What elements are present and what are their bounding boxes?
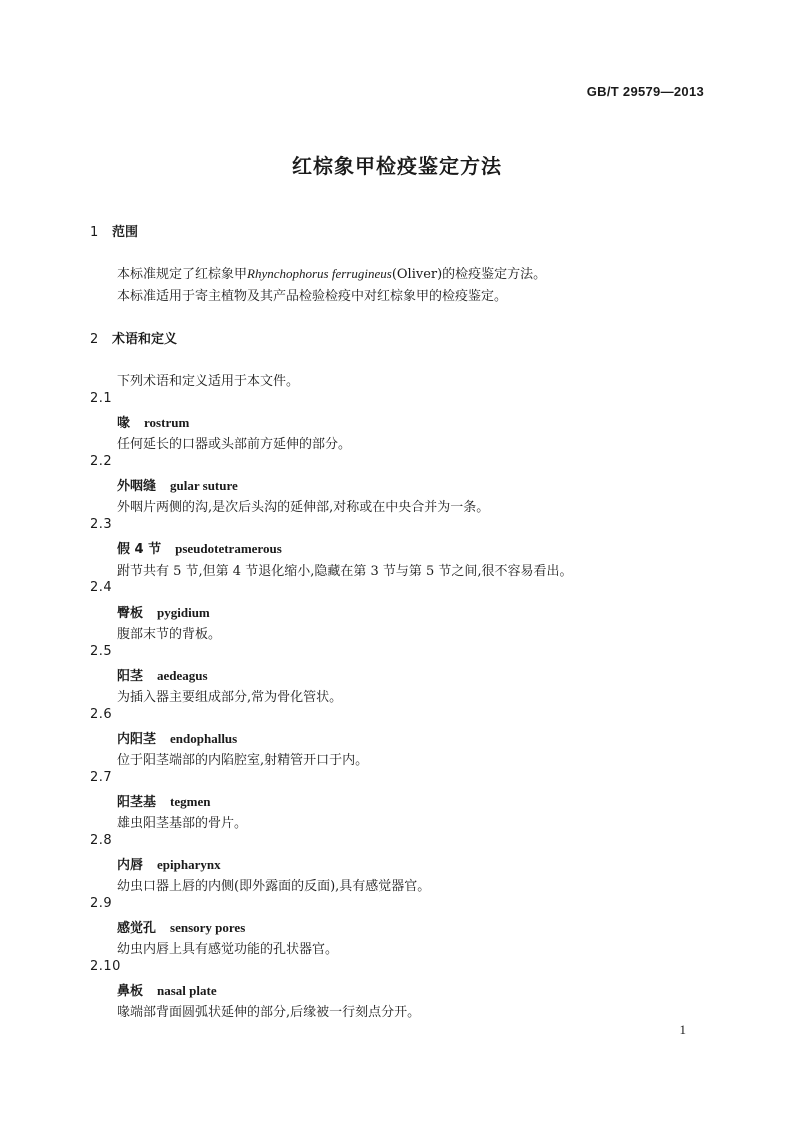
term-definition: 任何延长的口器或头部前方延伸的部分。 — [117, 437, 352, 452]
term-zh: 喙 — [117, 416, 131, 431]
term-en: tegmen — [170, 794, 211, 809]
term-en: sensory pores — [170, 920, 246, 935]
term-en: pseudotetramerous — [175, 541, 282, 556]
term-heading — [117, 538, 282, 557]
term-heading — [117, 665, 208, 684]
term-heading — [117, 475, 238, 494]
term-definition: 位于阳茎端部的内陷腔室,射精管开口于内。 — [117, 753, 369, 768]
term-zh: 外咽缝 — [117, 479, 157, 494]
standard-code: GB/T 29579—2013 — [586, 84, 704, 99]
term-number: 2.9 — [90, 896, 113, 911]
term-en: nasal plate — [157, 983, 217, 998]
term-number: 2.5 — [90, 644, 113, 659]
term-en: aedeagus — [157, 668, 208, 683]
section-2-heading — [90, 328, 177, 347]
term-number: 2.4 — [90, 580, 113, 595]
term-en: rostrum — [144, 415, 190, 430]
term-zh: 内阳茎 — [117, 732, 157, 747]
term-zh: 内唇 — [117, 858, 144, 873]
term-heading — [117, 854, 221, 873]
scope-paragraph-1 — [117, 263, 546, 282]
section-1-number: 1 — [90, 225, 99, 240]
scope-text-after: (Oliver)的检疫鉴定方法。 — [391, 267, 547, 282]
term-heading — [117, 791, 210, 810]
term-number: 2.2 — [90, 454, 113, 469]
term-heading — [117, 412, 189, 431]
term-number: 2.10 — [90, 959, 121, 974]
term-heading — [117, 728, 237, 747]
section-1-title: 范围 — [112, 225, 139, 240]
term-number: 2.3 — [90, 517, 113, 532]
term-definition: 外咽片两侧的沟,是次后头沟的延伸部,对称或在中央合并为一条。 — [117, 500, 490, 515]
term-zh: 感觉孔 — [117, 921, 157, 936]
page-number: 1 — [679, 1022, 686, 1037]
term-en: gular suture — [170, 478, 238, 493]
term-definition: 幼虫内唇上具有感觉功能的孔状器官。 — [117, 942, 339, 957]
term-definition: 为插入器主要组成部分,常为骨化管状。 — [117, 690, 343, 705]
term-heading — [117, 602, 210, 621]
term-heading — [117, 917, 245, 936]
term-zh: 鼻板 — [117, 984, 144, 999]
term-en: epipharynx — [157, 857, 221, 872]
term-definition: 幼虫口器上唇的内侧(即外露面的反面),具有感觉器官。 — [117, 879, 431, 894]
term-zh: 阳茎基 — [117, 795, 157, 810]
species-name: Rhynchophorus ferrugineus — [247, 266, 392, 281]
term-definition: 喙端部背面圆弧状延伸的部分,后缘被一行刻点分开。 — [117, 1005, 421, 1020]
term-zh: 臀板 — [117, 606, 144, 621]
term-number: 2.7 — [90, 770, 113, 785]
section-2-number: 2 — [90, 332, 99, 347]
term-zh: 阳茎 — [117, 669, 144, 684]
term-en: pygidium — [157, 605, 210, 620]
term-number: 2.8 — [90, 833, 113, 848]
scope-paragraph-2: 本标准适用于寄主植物及其产品检验检疫中对红棕象甲的检疫鉴定。 — [117, 289, 508, 304]
term-en: endophallus — [170, 731, 238, 746]
terms-intro: 下列术语和定义适用于本文件。 — [117, 374, 300, 389]
section-2-title: 术语和定义 — [112, 332, 178, 347]
term-definition: 雄虫阳茎基部的骨片。 — [117, 816, 248, 831]
document-title: 红棕象甲检疫鉴定方法 — [292, 154, 502, 178]
section-1-heading — [90, 221, 138, 240]
term-definition: 腹部末节的背板。 — [117, 627, 222, 642]
term-zh: 假 4 节 — [117, 542, 162, 557]
term-definition: 跗节共有 5 节,但第 4 节退化缩小,隐藏在第 3 节与第 5 节之间,很不容易看出。 — [117, 564, 573, 579]
term-number: 2.1 — [90, 391, 113, 406]
term-number: 2.6 — [90, 707, 113, 722]
scope-text-before: 本标准规定了红棕象甲 — [117, 267, 248, 282]
term-heading — [117, 980, 217, 999]
